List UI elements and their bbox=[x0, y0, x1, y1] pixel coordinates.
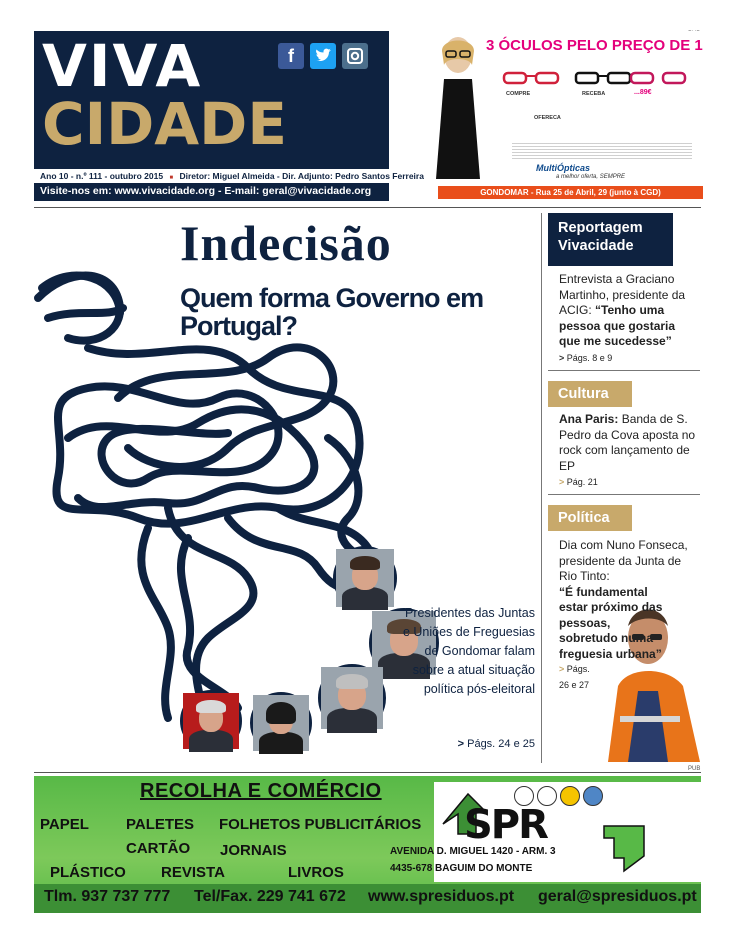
feature-subhead: Quem forma Governo em Portugal? bbox=[180, 283, 484, 342]
politica-teaser[interactable] bbox=[559, 538, 699, 693]
feature-pages-text: Págs. 24 e 25 bbox=[467, 738, 535, 750]
portrait-4 bbox=[180, 690, 242, 752]
pub-label-bottom: PUB bbox=[688, 766, 701, 772]
reportagem-quote: “Tenho uma pessoa que gostaria que me sucedesse” bbox=[559, 303, 676, 348]
editorial-staff: Diretor: Miguel Almeida - Dir. Adjunto: Pedro Santos Ferreira bbox=[179, 171, 424, 181]
advert-email[interactable]: geral@spresiduos.pt bbox=[538, 888, 697, 905]
feature-caption: Presidentes das Juntas e Uniões de Freguesias de Gondomar falam sobre a atual situação política pós-eleitoral bbox=[402, 606, 535, 696]
section-label-politica: Política bbox=[548, 505, 632, 531]
sidebar-separator bbox=[548, 370, 700, 371]
cultura-teaser[interactable] bbox=[559, 412, 699, 491]
top-advert[interactable] bbox=[424, 31, 703, 201]
issue-number: Ano 10 - n.º 111 - outubro 2015 bbox=[40, 171, 164, 181]
divider-bottom bbox=[34, 772, 701, 773]
cultura-pages: Pág. 21 bbox=[566, 477, 598, 487]
pages-arrow-icon: > bbox=[559, 352, 565, 363]
instagram-icon[interactable] bbox=[342, 43, 368, 69]
advert-item: CARTÃO bbox=[126, 840, 191, 857]
advert-item: LIVROS bbox=[288, 864, 344, 881]
advert-item: JORNAIS bbox=[220, 842, 287, 859]
advert-label-compre: COMPRE bbox=[506, 91, 531, 97]
advert-item: PALETES bbox=[126, 816, 195, 833]
reportagem-text: Entrevista a Graciano Martinho, presidente da ACIG: bbox=[559, 272, 686, 317]
bottom-advert[interactable] bbox=[34, 776, 701, 913]
advert-logo: SPR bbox=[464, 802, 547, 848]
distribution-badge: ■ bbox=[169, 175, 174, 181]
glasses-black bbox=[574, 71, 632, 85]
advert-address-line1: AVENIDA D. MIGUEL 1420 - ARM. 3 bbox=[390, 846, 556, 857]
feature-headline: Indecisão bbox=[180, 215, 392, 271]
cultura-lead: Ana Paris: bbox=[559, 412, 619, 426]
masthead bbox=[34, 31, 424, 201]
advert-label-receba: RECEBA bbox=[582, 91, 606, 97]
advert-title: RECOLHA E COMÉRCIO bbox=[140, 780, 382, 802]
twitter-icon[interactable] bbox=[310, 43, 336, 69]
advert-item: PLÁSTICO bbox=[50, 864, 126, 881]
portrait-3 bbox=[318, 664, 386, 732]
masthead-title-cidade: CIDADE bbox=[42, 90, 287, 158]
advert-fine-print bbox=[512, 143, 692, 161]
advert-website[interactable]: www.spresiduos.pt bbox=[368, 888, 515, 905]
masthead-title-viva: VIVA bbox=[42, 32, 203, 100]
advert-location: GONDOMAR - Rua 25 de Abril, 29 (junto à CGD) bbox=[438, 186, 703, 199]
advert-item: PAPEL bbox=[40, 816, 89, 833]
politica-text: Dia com Nuno Fonseca, presidente da Junta de Rio Tinto: bbox=[559, 538, 688, 583]
cultura-text: Banda de S. Pedro da Cova aposta no rock com lançamento de EP bbox=[559, 412, 696, 473]
section-label-reportagem bbox=[548, 213, 673, 266]
section-label-reportagem-line1: Reportagem bbox=[558, 220, 643, 236]
issue-info bbox=[34, 169, 424, 183]
portrait-5 bbox=[250, 692, 312, 754]
advert-item: REVISTA bbox=[161, 864, 225, 881]
section-label-cultura: Cultura bbox=[548, 381, 632, 407]
sidebar-divider bbox=[541, 213, 542, 763]
sidebar-separator bbox=[548, 494, 700, 495]
section-label-reportagem-line2: Vivacidade bbox=[558, 238, 634, 254]
reportagem-pages: Págs. 8 e 9 bbox=[566, 352, 613, 363]
model-image bbox=[428, 33, 488, 183]
certification-badge-icon bbox=[560, 786, 580, 806]
facebook-icon[interactable]: f bbox=[278, 43, 304, 69]
reportagem-teaser[interactable] bbox=[559, 272, 699, 366]
politica-pages: Págs. 26 e 27 bbox=[559, 664, 590, 690]
recycle-arrow-icon-2 bbox=[594, 816, 654, 876]
pages-arrow-icon: > bbox=[457, 738, 465, 750]
advert-fax[interactable]: Tel/Fax. 229 741 672 bbox=[194, 888, 346, 905]
divider-top bbox=[34, 207, 701, 208]
advert-headline: 3 ÓCULOS PELO PREÇO DE 1 bbox=[486, 37, 703, 54]
advert-price: ...89€ bbox=[634, 89, 652, 96]
portrait-1 bbox=[333, 546, 397, 610]
advert-phone[interactable]: Tlm. 937 737 777 bbox=[44, 888, 171, 905]
advert-item: FOLHETOS PUBLICITÁRIOS bbox=[219, 816, 422, 833]
advert-slogan: a melhor oferta, SEMPRE bbox=[556, 174, 626, 180]
feature-pages[interactable] bbox=[400, 738, 535, 750]
masthead-contact: Visite-nos em: www.vivacidade.org - E-mail: geral@vivacidade.org bbox=[40, 185, 372, 197]
pages-arrow-icon: > bbox=[559, 664, 565, 674]
advert-address-line2: 4435-678 BAGUIM DO MONTE bbox=[390, 863, 533, 874]
politica-quote: “É fundamental estar próximo das pessoas, sobretudo numa freguesia urbana” bbox=[559, 584, 663, 661]
advert-label-oferece: OFERECA bbox=[534, 115, 561, 121]
pages-arrow-icon: > bbox=[559, 477, 565, 487]
advert-brand: MultiÓpticas bbox=[536, 163, 591, 173]
glasses-red-2 bbox=[629, 71, 687, 85]
glasses-red bbox=[502, 71, 560, 85]
certification-badge-icon bbox=[583, 786, 603, 806]
